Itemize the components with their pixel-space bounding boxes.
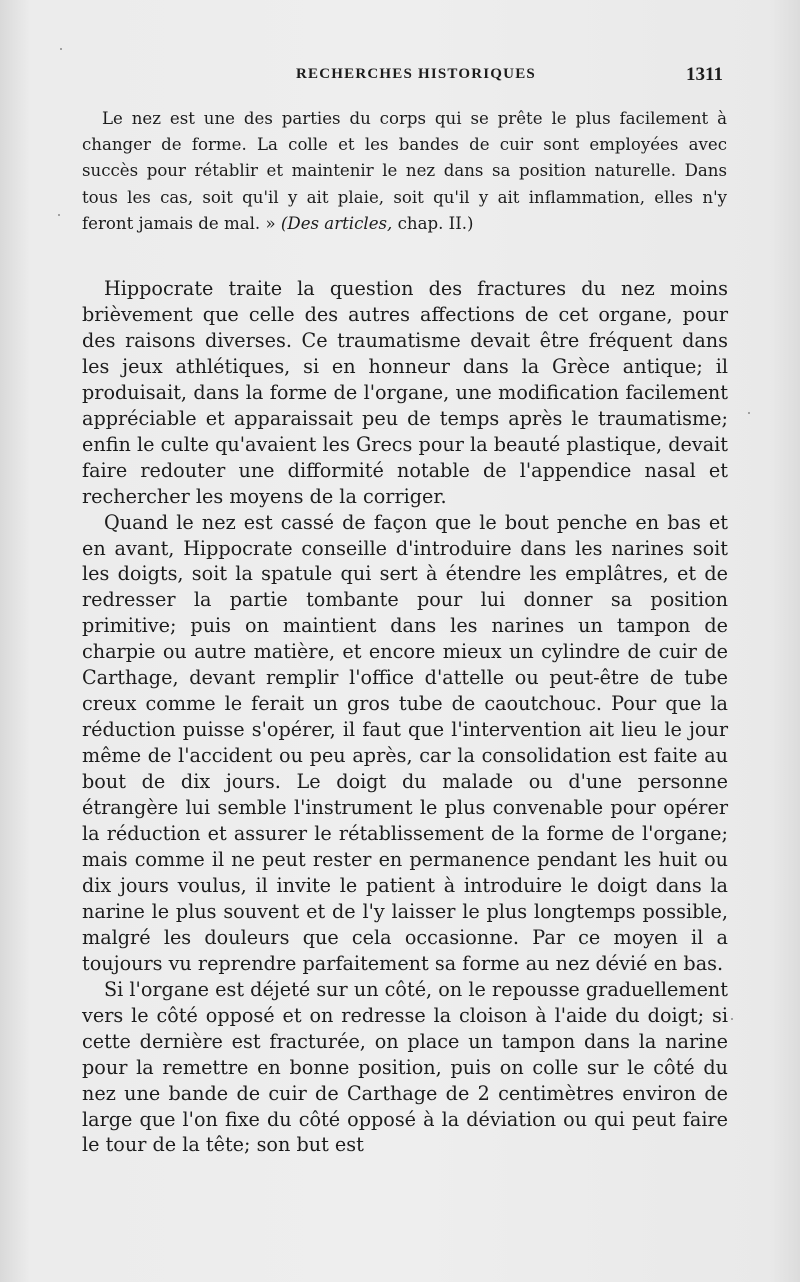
quoted-passage — [82, 106, 727, 237]
paragraph-reduction-method: Quand le nez est cassé de façon que le bout penche en bas et en avant, Hippocrate conseille d'introduire dans les narines soit les doigts, soit la spatule qui sert à étendre les emplâtres, et de redresser la partie tombante pour lui donner sa position primitive; puis on maintient dans les narines un tampon de charpie ou autre matière, et encore mieux un cylindre de cuir de Carthage, devant remplir l'office d'attelle ou peut-être de tube creux comme le ferait un gros tube de caoutchouc. Pour que la réduction puisse s'opérer, il faut que l'intervention ait lieu le jour même de l'accident ou peu après, car la consolidation est faite au bout de dix jours. Le doigt du malade ou d'une personne étrangère lui semble l'instrument le plus convenable pour opérer la réduction et assurer le rétablissement de la forme de l'organe; mais comme il ne peut rester en permanence pendant les huit ou dix jours voulus, il invite le patient à introduire le doigt dans la narine le plus souvent et de l'y laisser le plus longtemps possible, malgré les douleurs que cela occasionne. Par ce moyen il a toujours vu reprendre parfaitement sa forme au nez dévié en bas. — [82, 510, 728, 975]
paper-speck — [731, 1018, 733, 1020]
page-number: 1311 — [686, 64, 723, 85]
paper-speck — [58, 214, 60, 216]
running-title: RECHERCHES HISTORIQUES — [296, 66, 536, 82]
running-head — [82, 66, 727, 88]
quote-paragraph — [82, 106, 727, 237]
paragraph-fractures-intro: Hippocrate traite la question des fractures du nez moins brièvement que celle des autres affections de cet organe, pour des raisons diverses. Ce traumatisme devait être fréquent dans les jeux athlétiques, si en honneur dans la Grèce antique; il produisait, dans la forme de l'organe, une modification facilement appréciable et apparaissait peu de temps après le traumatisme; enfin le culte qu'avaient les Grecs pour la beauté plastique, devait faire redouter une difformité notable de l'appendice nasal et rechercher les moyens de la corriger. — [82, 277, 728, 508]
body-text — [82, 276, 728, 1158]
quote-source-chapter: chap. II.) — [397, 213, 474, 233]
paper-speck — [60, 48, 62, 50]
paragraph-lateral-deviation: Si l'organe est déjeté sur un côté, on le repousse graduellement vers le côté opposé et on redresse la cloison à l'aide du doigt; si cette dernière est fracturée, on place un tampon dans la narine pour la remettre en bonne position, puis on colle sur le côté du nez une bande de cuir de Carthage de 2 centimètres environ de large que l'on fixe du côté opposé à la déviation ou qui peut faire le tour de la tête; son but est — [82, 977, 728, 1157]
quote-source: (Des articles, — [280, 213, 393, 233]
quote-text: Le nez est une des parties du corps qui se prête le plus facilement à changer de forme. La colle et les bandes de cuir sont employées avec succès pour rétablir et maintenir le nez dans sa position naturelle. Dans tous les cas, soit qu'il y ait plaie, soit qu'il y ait inflammation, elles n'y feront jamais de mal. » — [82, 109, 727, 233]
paper-speck — [748, 412, 750, 414]
